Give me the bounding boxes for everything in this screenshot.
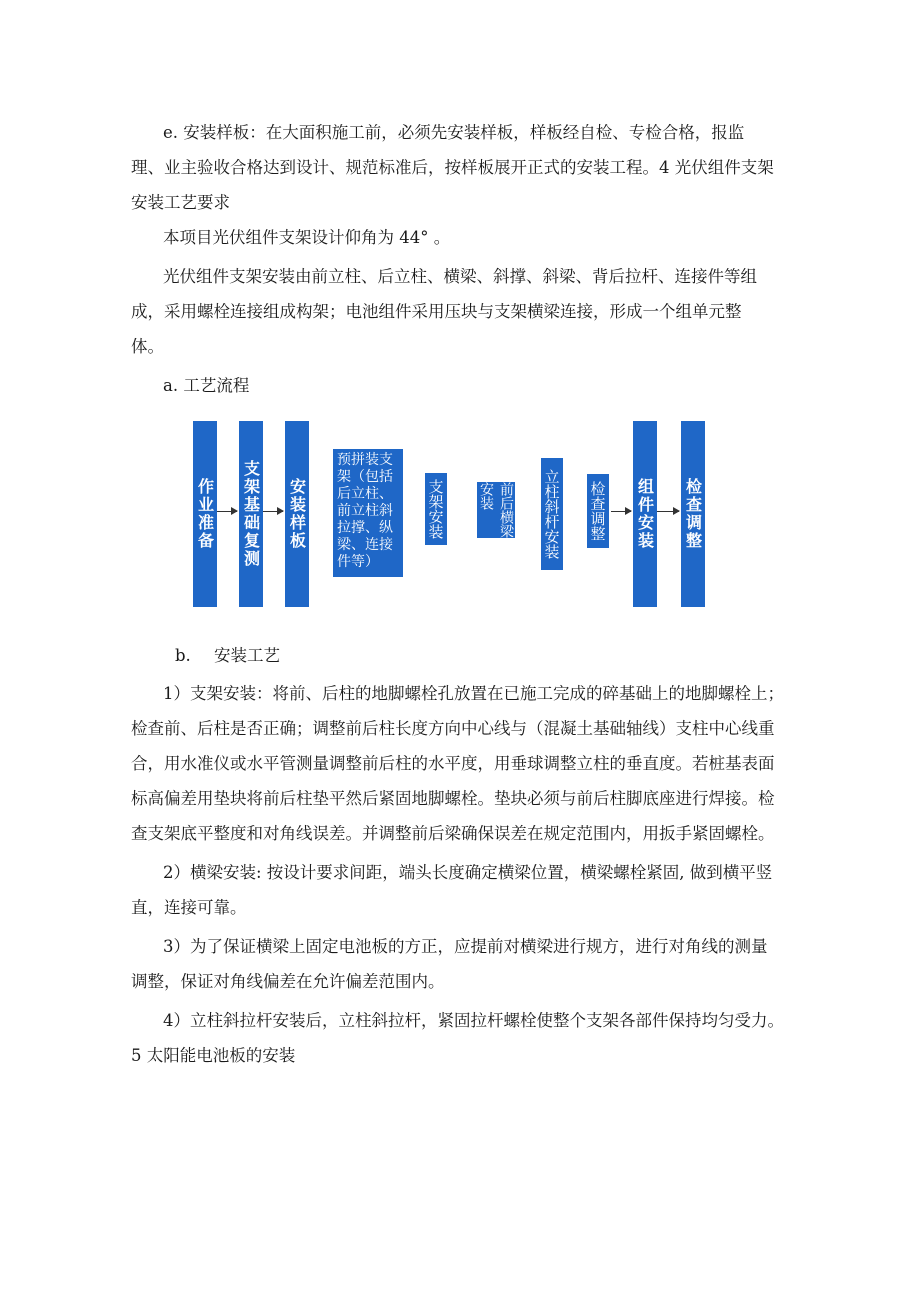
flow-step-foundation-recheck: 支架基础复测 — [239, 421, 263, 607]
flow-step-preassembly: 预拼装支架（包括后立柱、前立柱斜拉撑、纵梁、连接件等） — [333, 449, 403, 577]
flow-arrow — [611, 511, 631, 512]
flow-step-crossbeam-install: 前后横梁安装 — [478, 482, 514, 538]
flow-step-inspect-adjust-1: 检查调整 — [587, 474, 609, 548]
paragraph-e-line2: 理、业主验收合格达到设计、规范标准后，按样板展开正式的安装工程。4 光伏组件支架 — [131, 158, 774, 177]
paragraph-structure-line1: 光伏组件支架安装由前立柱、后立柱、横梁、斜撑、斜梁、背后拉杆、连接件等组 — [163, 267, 757, 286]
step2-line1: 2）横梁安装: 按设计要求间距，端头长度确定横梁位置，横梁螺栓紧固, 做到横平竖 — [163, 863, 773, 882]
step3-line2: 调整，保证对角线偏差在允许偏差范围内。 — [131, 972, 445, 991]
flow-step-preparation: 作业准备 — [193, 421, 217, 607]
flow-step-module-install: 组件安装 — [633, 421, 657, 607]
paragraph-e-line1: e. 安装样板：在大面积施工前，必须先安装样板，样板经自检、专检合格，报监 — [163, 123, 745, 142]
flow-step-inspect-adjust-2: 检查调整 — [681, 421, 705, 607]
flow-arrow — [217, 511, 237, 512]
step3-line1: 3）为了保证横梁上固定电池板的方正，应提前对横梁进行规方，进行对角线的测量 — [163, 937, 768, 956]
step1-line4: 标高偏差用垫块将前后柱垫平然后紧固地脚螺栓。垫块必须与前后柱脚底座进行焊接。检 — [131, 789, 775, 808]
step1-line3: 合，用水准仪或水平管测量调整前后柱的水平度，用垂球调整立柱的垂直度。若桩基表面 — [131, 754, 775, 773]
paragraph-structure-line3: 体。 — [131, 337, 164, 356]
flow-step-bracket-install: 支架安装 — [425, 473, 447, 545]
flow-arrow — [657, 511, 679, 512]
paragraph-angle: 本项目光伏组件支架设计仰角为 44° 。 — [163, 228, 451, 247]
paragraph-e-line3: 安装工艺要求 — [131, 193, 230, 212]
step1-line5: 查支架底平整度和对角线误差。并调整前后梁确保误差在规定范围内，用扳手紧固螺栓。 — [131, 824, 775, 843]
paragraph-structure-line2: 成，采用螺栓连接组成构架；电池组件采用压块与支架横梁连接，形成一个组单元整 — [131, 302, 742, 321]
flow-arrow — [263, 511, 283, 512]
step2-line2: 直，连接可靠。 — [131, 898, 247, 917]
step1-line1: 1）支架安装：将前、后柱的地脚螺栓孔放置在已施工完成的碎基础上的地脚螺栓上； — [163, 684, 784, 703]
heading-b-marker: b. — [175, 646, 191, 665]
heading-process-flow: a. 工艺流程 — [163, 376, 250, 395]
step4-line1: 4）立柱斜拉杆安装后，立柱斜拉杆，紧固拉杆螺栓使整个支架各部件保持均匀受力。 — [163, 1011, 784, 1030]
flow-step-sample-install: 安装样板 — [285, 421, 309, 607]
flow-step-column-diagonal-install: 立柱斜杆安装 — [541, 458, 563, 570]
step1-line2: 检查前、后柱是否正确；调整前后柱长度方向中心线与（混凝土基础轴线）支柱中心线重 — [131, 719, 775, 738]
section5-heading: 5 太阳能电池板的安装 — [131, 1046, 296, 1065]
heading-install-process: 安装工艺 — [214, 646, 280, 665]
